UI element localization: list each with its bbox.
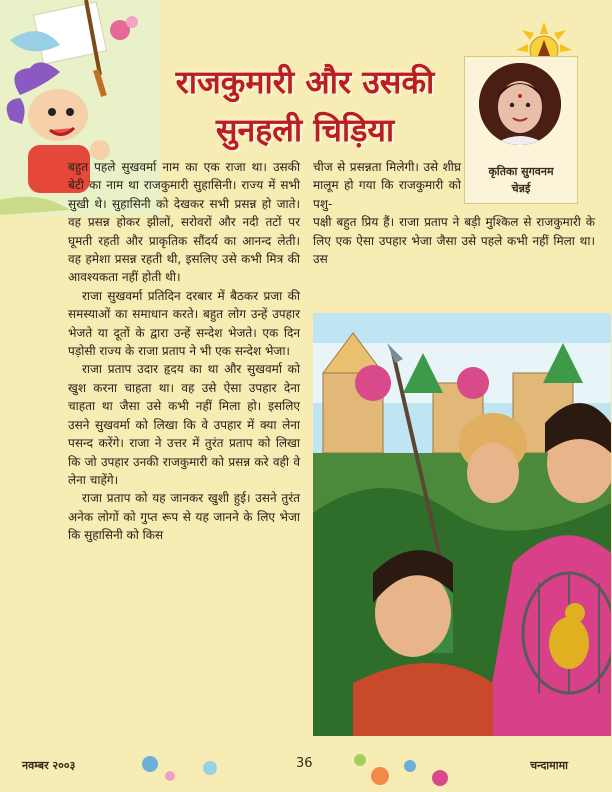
princess-and-golden-bird-illustration [313,313,611,736]
story-column-right [313,158,595,268]
story-paragraph: चीज से प्रसन्नता मिलेगी। उसे शीघ्र मालूम हो गया कि राजकुमारी को पशु- [313,160,461,211]
story-paragraph: राजा प्रताप को यह जानकर खुशी हुई। उसने तुरंत अनेक लोगों को गुप्त रूप से यह जानने के लिए भेजा कि सुहासिनी को किस [68,491,300,543]
contributor-name: कृतिका सुगवनम [488,165,554,178]
page-footer [0,752,612,792]
story-paragraph: राजा प्रताप उदार हृदय का था और सुखवर्मा को खुश करना चाहता था। वह उसे ऐसा उपहार देना चाहता था जैसा उसे कभी नहीं मिला हो। इसलिए उसने सुखवर्मा को लिखा कि वे उपहार में क्या लेना पसन्द करेंगे। राजा ने उत्तर में तुरंत प्रताप को लिखा कि जो उपहार उनकी राजकुमारी को प्रसन्न करे वही वे लेना चाहेंगे। [68,362,300,487]
story-paragraph: पक्षी बहुत प्रिय हैं। राजा प्रताप ने बड़ी मुश्किल से राजकुमारी के लिए एक ऐसा उपहार भेजा जैसा उसे पहले कभी नहीं मिला था। उस [313,215,595,267]
title-line-1: राजकुमारी और उसकी [175,63,435,101]
contributor-photo [479,63,561,145]
article-title [150,58,460,154]
story-paragraph: बहुत पहले सुखवर्मा नाम का एक राजा था। उसकी बेटी का नाम था राजकुमारी सुहासिनी। राज्य में सभी सुखी थे। सुहासिनी को देखकर सभी प्रसन्न हो जाते। वह प्रसन्न होकर झीलों, सरोवरों और नदी तटों पर घूमती रहती और प्राकृतिक सौंदर्य का आनन्द लेती। वह हमेशा प्रसन्न रहती थी, इसलिए उसे कभी मित्र की आवश्यकता नहीं होती थी। [68,160,300,285]
contributor-city: चेन्नई [511,182,531,195]
story-column-left [68,158,300,545]
footer-issue-date: नवम्बर २००३ [22,759,76,772]
page-number: 36 [296,756,313,771]
story-paragraph: राजा सुखवर्मा प्रतिदिन दरबार में बैठकर प्रजा की समस्याओं का समाधान करते। बहुत लोग उन्हें उपहार भेजते या दूतों के द्वारा उन्हें सन्देश भेजते। एक दिन पड़ोसी राज्य के राजा प्रताप ने भी एक सन्देश भेजा। [68,288,300,359]
title-line-2: सुनहली चिड़िया [215,111,395,149]
magazine-name: चन्दामामा [530,759,568,772]
